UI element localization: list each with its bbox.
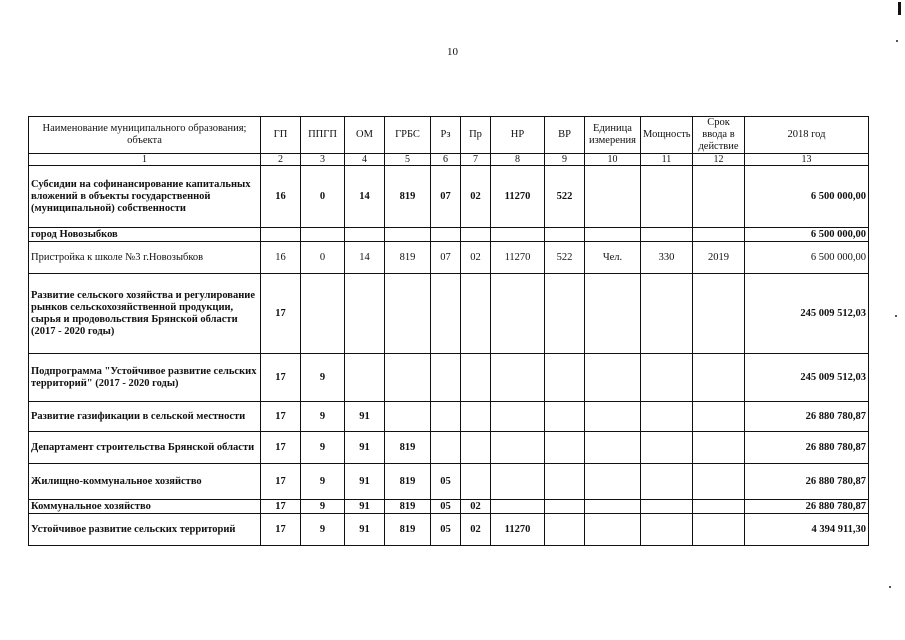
row-code-cell [693,432,745,464]
row-code-cell [585,464,641,500]
column-number: 2 [261,154,301,166]
row-code-cell [641,464,693,500]
row-code-cell [545,228,585,242]
row-code-cell [491,432,545,464]
column-number: 13 [745,154,869,166]
row-code-cell [545,402,585,432]
row-name-cell: Жилищно-коммунальное хозяйство [29,464,261,500]
row-code-cell: 330 [641,242,693,274]
column-number: 11 [641,154,693,166]
row-code-cell: 0 [301,242,345,274]
row-name-cell: Субсидии на софинансирование капитальных вложений в объекты государственной (муниципальной) собственности [29,166,261,228]
column-number-row [29,154,869,166]
row-name-cell: Пристройка к школе №3 г.Новозыбков [29,242,261,274]
row-code-cell [545,354,585,402]
row-code-cell [641,432,693,464]
row-code-cell [585,228,641,242]
row-amount-cell: 26 880 780,87 [745,464,869,500]
table-row [29,274,869,354]
edge-mark [898,2,901,15]
header-cell: ППГП [301,117,345,154]
row-code-cell [641,228,693,242]
row-code-cell: 819 [385,464,431,500]
row-code-cell [585,274,641,354]
scan-speck [889,586,891,588]
column-number: 1 [29,154,261,166]
row-code-cell [641,354,693,402]
row-code-cell [431,354,461,402]
row-code-cell: 11270 [491,166,545,228]
row-amount-cell: 26 880 780,87 [745,500,869,514]
row-code-cell [585,500,641,514]
row-name-cell: Развитие газификации в сельской местности [29,402,261,432]
row-code-cell [693,500,745,514]
row-code-cell: 91 [345,514,385,546]
row-amount-cell: 6 500 000,00 [745,242,869,274]
table-row [29,242,869,274]
row-code-cell [641,500,693,514]
row-code-cell [345,228,385,242]
header-cell: 2018 год [745,117,869,154]
header-cell: Срок ввода в действие [693,117,745,154]
row-code-cell: 2019 [693,242,745,274]
row-code-cell: 02 [461,242,491,274]
column-number: 8 [491,154,545,166]
row-code-cell: 91 [345,464,385,500]
row-code-cell: 17 [261,464,301,500]
header-row [29,117,869,154]
row-code-cell [491,402,545,432]
row-code-cell [693,464,745,500]
row-code-cell: 9 [301,500,345,514]
row-code-cell [461,402,491,432]
table-body [29,166,869,546]
header-cell: НР [491,117,545,154]
row-code-cell: 02 [461,500,491,514]
row-name-cell: Департамент строительства Брянской области [29,432,261,464]
row-code-cell [641,402,693,432]
row-code-cell [491,464,545,500]
table-row [29,354,869,402]
row-code-cell: 11270 [491,514,545,546]
row-code-cell: Чел. [585,242,641,274]
row-code-cell [585,432,641,464]
header-cell: ГП [261,117,301,154]
row-code-cell [641,514,693,546]
row-code-cell: 819 [385,500,431,514]
table-row [29,402,869,432]
row-code-cell [693,166,745,228]
row-code-cell [301,228,345,242]
row-amount-cell: 245 009 512,03 [745,274,869,354]
row-amount-cell: 245 009 512,03 [745,354,869,402]
row-code-cell: 16 [261,242,301,274]
row-code-cell: 17 [261,432,301,464]
row-code-cell [461,432,491,464]
row-code-cell: 02 [461,166,491,228]
row-code-cell [693,514,745,546]
row-code-cell [545,432,585,464]
row-code-cell [545,464,585,500]
column-number: 5 [385,154,431,166]
column-number: 4 [345,154,385,166]
row-code-cell [545,514,585,546]
row-amount-cell: 26 880 780,87 [745,402,869,432]
row-code-cell [693,354,745,402]
row-code-cell [491,354,545,402]
row-code-cell: 91 [345,402,385,432]
row-code-cell: 05 [431,514,461,546]
header-cell: ВР [545,117,585,154]
row-code-cell [431,228,461,242]
row-code-cell: 522 [545,242,585,274]
table-row [29,166,869,228]
row-code-cell: 07 [431,166,461,228]
row-code-cell: 9 [301,464,345,500]
row-code-cell [641,166,693,228]
row-code-cell [585,402,641,432]
row-code-cell: 11270 [491,242,545,274]
row-code-cell [491,228,545,242]
row-code-cell: 17 [261,514,301,546]
scan-speck [896,40,898,42]
header-cell: Единица измерения [585,117,641,154]
column-number: 12 [693,154,745,166]
header-cell: Мощность [641,117,693,154]
table-row [29,228,869,242]
row-code-cell: 05 [431,500,461,514]
column-number: 9 [545,154,585,166]
row-code-cell [385,274,431,354]
column-number: 3 [301,154,345,166]
row-code-cell [693,228,745,242]
header-cell: Наименование муниципального образования; объекта [29,117,261,154]
row-code-cell [693,402,745,432]
header-cell: Рз [431,117,461,154]
row-code-cell [461,464,491,500]
row-code-cell [431,402,461,432]
table-row [29,464,869,500]
row-code-cell [461,274,491,354]
header-cell: Пр [461,117,491,154]
row-amount-cell: 6 500 000,00 [745,166,869,228]
row-code-cell: 17 [261,354,301,402]
row-code-cell: 91 [345,432,385,464]
row-code-cell [641,274,693,354]
row-code-cell [693,274,745,354]
row-code-cell [385,354,431,402]
row-code-cell: 522 [545,166,585,228]
row-code-cell [385,228,431,242]
row-code-cell [345,274,385,354]
row-name-cell: Устойчивое развитие сельских территорий [29,514,261,546]
row-code-cell: 819 [385,242,431,274]
row-code-cell: 9 [301,432,345,464]
row-code-cell [545,500,585,514]
row-code-cell: 9 [301,402,345,432]
row-code-cell: 16 [261,166,301,228]
row-code-cell: 14 [345,242,385,274]
row-code-cell [585,354,641,402]
table-row [29,514,869,546]
row-name-cell: Коммунальное хозяйство [29,500,261,514]
row-code-cell: 02 [461,514,491,546]
row-code-cell: 17 [261,500,301,514]
row-code-cell: 819 [385,514,431,546]
row-code-cell [431,432,461,464]
row-code-cell [585,514,641,546]
table-row [29,432,869,464]
budget-table [28,116,869,546]
row-code-cell [431,274,461,354]
column-number: 6 [431,154,461,166]
row-amount-cell: 4 394 911,30 [745,514,869,546]
row-code-cell [461,354,491,402]
row-code-cell: 819 [385,166,431,228]
row-code-cell [491,274,545,354]
row-code-cell: 91 [345,500,385,514]
row-name-cell: Развитие сельского хозяйства и регулирование рынков сельскохозяйственной продукции, сырья и продовольствия Брянской области (2017 - 2020 годы) [29,274,261,354]
column-number: 7 [461,154,491,166]
row-code-cell [261,228,301,242]
row-code-cell: 14 [345,166,385,228]
table-row [29,500,869,514]
row-code-cell [491,500,545,514]
row-amount-cell: 26 880 780,87 [745,432,869,464]
scan-speck [895,315,897,317]
row-code-cell [301,274,345,354]
row-code-cell: 9 [301,514,345,546]
row-code-cell [545,274,585,354]
column-number: 10 [585,154,641,166]
page-number: 10 [447,46,458,58]
row-code-cell [585,166,641,228]
row-code-cell [461,228,491,242]
row-amount-cell: 6 500 000,00 [745,228,869,242]
row-code-cell: 05 [431,464,461,500]
header-cell: ОМ [345,117,385,154]
row-code-cell: 07 [431,242,461,274]
header-cell: ГРБС [385,117,431,154]
row-code-cell: 17 [261,274,301,354]
row-code-cell: 9 [301,354,345,402]
row-code-cell: 0 [301,166,345,228]
row-name-cell: Подпрограмма "Устойчивое развитие сельских территорий" (2017 - 2020 годы) [29,354,261,402]
row-code-cell: 819 [385,432,431,464]
row-code-cell [385,402,431,432]
row-name-cell: город Новозыбков [29,228,261,242]
row-code-cell: 17 [261,402,301,432]
row-code-cell [345,354,385,402]
